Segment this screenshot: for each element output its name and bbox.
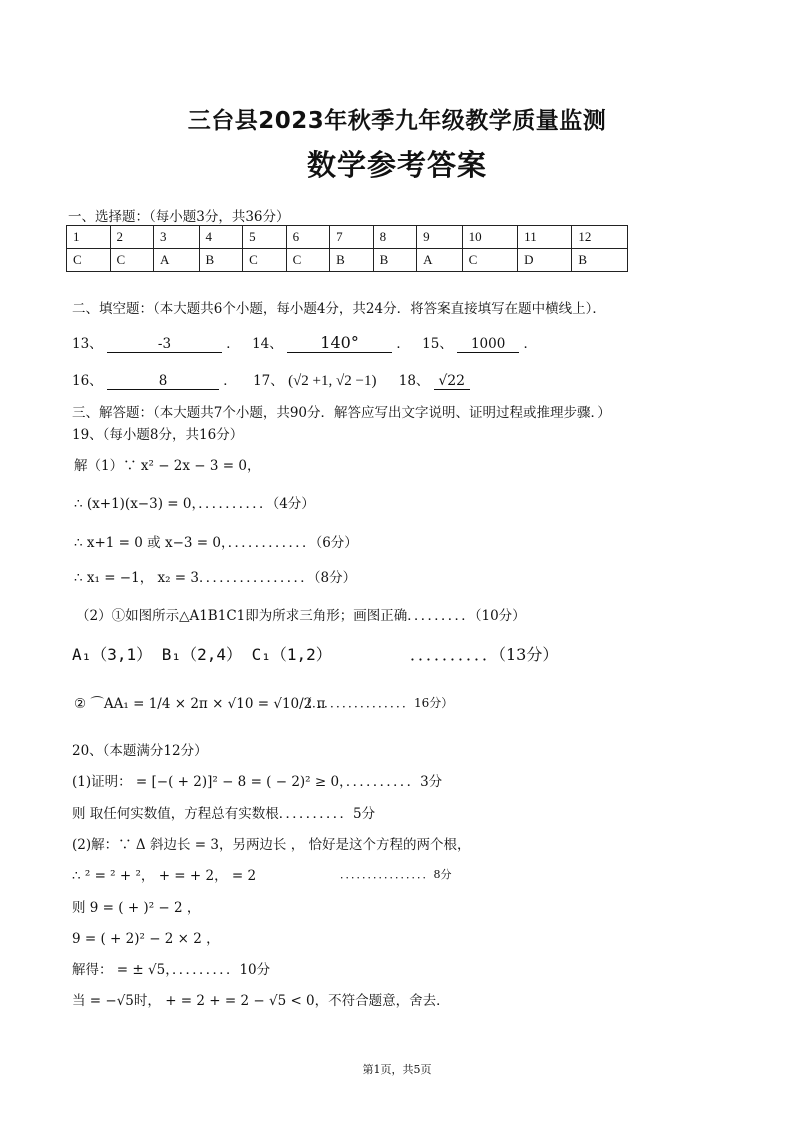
q19-line-4: ∴ x₁ = −1， x₂ = 3．．．．．．．．．．．．．．．．（8分）	[74, 570, 357, 586]
question-number-cell: 4	[199, 226, 243, 249]
answer-cell: C	[462, 249, 518, 272]
q17-answer: (√2 +1, √2 −1)	[288, 373, 377, 389]
question-number-cell: 2	[110, 226, 154, 249]
q20-line-7: 解得： = ± √5，．．．．．．．．．10分	[72, 962, 271, 978]
answer-table-number-row	[67, 226, 628, 249]
q20-line-4: ∴ ² = ² + ²， + = + 2， = 2	[72, 868, 257, 884]
answer-table	[66, 225, 628, 272]
q15-answer: 1000	[457, 336, 519, 353]
question-number-cell: 10	[462, 226, 518, 249]
q19-part-2: （2）①如图所示△A1B1C1即为所求三角形；画图正确．．．．．．．．．（10分）	[76, 608, 526, 624]
fill-row-2: 16、 8 ． 17、 (√2 +1, √2 −1) 18、 √22	[72, 369, 470, 390]
q20-line-3: (2)解：∵ Δ 斜边长 = 3，另两边长 ， 恰好是这个方程的两个根，	[72, 837, 471, 853]
q18-label: 18、	[398, 373, 430, 389]
q20-line-1: (1)证明： = [−( + 2)]² − 8 = ( − 2)² ≥ 0，．．．．．．．．．．3分	[72, 774, 443, 790]
answer-table-answer-row	[67, 249, 628, 272]
q15-label: 15、	[422, 336, 453, 352]
answer-cell: A	[154, 249, 200, 272]
answer-cell: B	[199, 249, 243, 272]
section2-heading: 二、填空题：（本大题共6个小题，每小题4分，共24分．将答案直接填写在题中横线上）．	[72, 301, 606, 317]
q19-line-1: 解（1）∵ x² − 2x − 3 = 0，	[74, 458, 261, 474]
answer-cell: B	[330, 249, 374, 272]
question-number-cell: 12	[572, 226, 628, 249]
q19-points: A₁（3,1） B₁（2,4） C₁（1,2）	[72, 645, 332, 664]
q20-line-4-score: ．．．．．．．．．．．．．．．．8分	[340, 868, 452, 881]
page-title: 三台县2023年秋季九年级教学质量监测	[187, 108, 607, 134]
answer-cell: C	[286, 249, 330, 272]
q19-arc-score: （．．．．．．．．．．．．．．．．16分）	[300, 696, 454, 710]
fill-row-1: 13、 -3 ． 14、 140° ． 15、 1000 ．	[72, 333, 537, 352]
question-number-cell: 8	[373, 226, 417, 249]
q14-label: 14、	[252, 336, 283, 352]
q20-line-5: 则 9 = ( + )² − 2 ，	[72, 900, 201, 916]
answer-cell: D	[518, 249, 572, 272]
question-number-cell: 9	[417, 226, 463, 249]
question-number-cell: 7	[330, 226, 374, 249]
q19-points-score: ．．．．．．．．．．（13分）	[410, 645, 559, 664]
question-number-cell: 5	[243, 226, 287, 249]
q14-answer: 140°	[287, 333, 392, 353]
q13-answer: -3	[107, 336, 222, 353]
q18-answer: √22	[434, 373, 470, 390]
question-number-cell: 3	[154, 226, 200, 249]
question-number-cell: 6	[286, 226, 330, 249]
answer-cell: A	[417, 249, 463, 272]
answer-cell: B	[373, 249, 417, 272]
q16-label: 16、	[72, 373, 103, 389]
q20-line-8: 当 = −√5时， + = 2 + = 2 − √5 < 0，不符合题意，舍去．	[72, 993, 450, 1009]
question-number-cell: 1	[67, 226, 111, 249]
q19-heading: 19、（每小题8分，共16分）	[72, 427, 244, 443]
answer-cell: C	[243, 249, 287, 272]
q19-line-3: ∴ x+1 = 0 或 x−3 = 0，．．．．．．．．．．．．（6分）	[74, 535, 358, 551]
answer-cell: B	[572, 249, 628, 272]
q20-line-6: 9 = ( + 2)² − 2 × 2 ，	[72, 931, 220, 947]
q20-heading: 20、（本题满分12分）	[72, 743, 208, 759]
page-footer: 第1页，共5页	[362, 1063, 432, 1076]
q19-line-2: ∴ (x+1)(x−3) = 0，．．．．．．．．．．（4分）	[74, 496, 315, 512]
section3-heading: 三、解答题：（本大题共7个小题，共90分．解答应写出文字说明、证明过程或推理步骤．）	[72, 405, 611, 421]
answer-cell: C	[67, 249, 111, 272]
section1-heading: 一、选择题：（每小题3分，共36分）	[68, 209, 290, 225]
question-number-cell: 11	[518, 226, 572, 249]
q19-arc-formula: ② ⌒AA₁ = 1/4 × 2π × √10 = √10/2 π	[74, 696, 326, 712]
page-subtitle: 数学参考答案	[306, 148, 487, 182]
q13-label: 13、	[72, 336, 103, 352]
q20-line-2: 则 取任何实数值，方程总有实数根．．．．．．．．．．5分	[72, 806, 376, 822]
answer-cell: C	[110, 249, 154, 272]
q17-label: 17、	[253, 373, 284, 389]
q16-answer: 8	[107, 373, 219, 390]
